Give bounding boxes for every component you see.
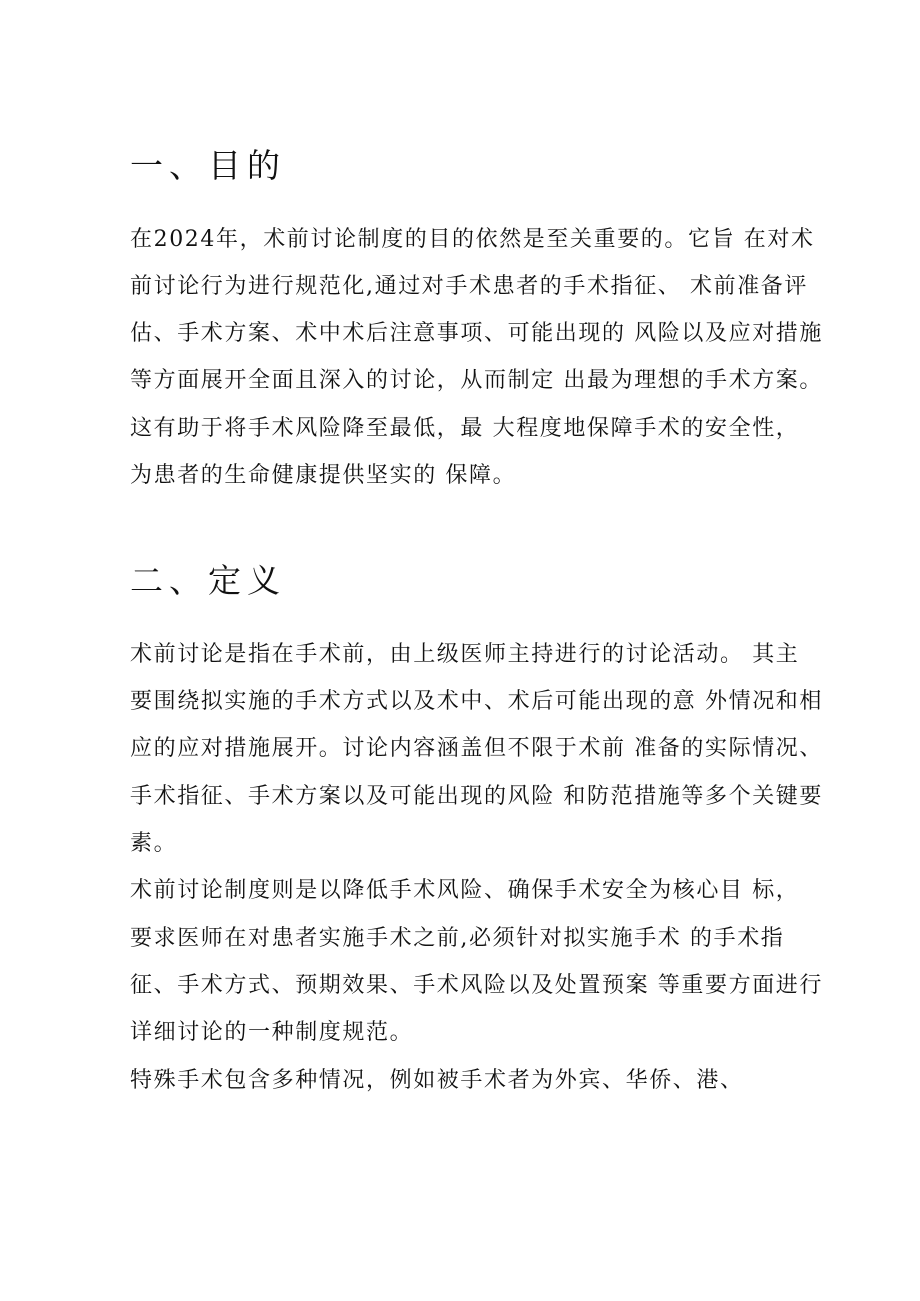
paragraph-line: 这有助于将手术风险降至最低，最 大程度地保障手术的安全性， xyxy=(130,416,800,441)
paragraph-line: 手术指征、手术方案以及可能出现的风险 和防范措施等多个关键要 xyxy=(130,784,823,809)
paragraph-line: 在2024年，术前讨论制度的目的依然是至关重要的。它旨 在对术 xyxy=(130,227,815,252)
section-heading-definition: 二、定义 xyxy=(130,561,286,600)
paragraph-line: 要求医师在对患者实施手术之前,必须针对拟实施手术 的手术指 xyxy=(130,926,785,951)
section-heading-purpose: 一、目的 xyxy=(130,146,286,185)
paragraph-line: 特殊手术包含多种情况，例如被手术者为外宾、华侨、港、 xyxy=(130,1068,744,1093)
paragraph-line: 征、手术方式、预期效果、手术风险以及处置预案 等重要方面进行 xyxy=(130,973,823,998)
paragraph-line: 应的应对措施展开。讨论内容涵盖但不限于术前 准备的实际情况、 xyxy=(130,736,823,761)
paragraph-line: 术前讨论是指在手术前，由上级医师主持进行的讨论活动。 其主 xyxy=(130,642,800,667)
paragraph-line: 前讨论行为进行规范化,通过对手术患者的手术指征、 术前准备评 xyxy=(130,274,808,299)
paragraph-line: 详细讨论的一种制度规范。 xyxy=(130,1020,414,1045)
paragraph-line: 为患者的生命健康提供坚实的 保障。 xyxy=(130,463,517,488)
paragraph-line: 估、手术方案、术中术后注意事项、可能出现的 风险以及应对措施 xyxy=(130,321,823,346)
paragraph-line: 等方面展开全面且深入的讨论，从而制定 出最为理想的手术方案。 xyxy=(130,368,823,393)
paragraph-line: 要围绕拟实施的手术方式以及术中、术后可能出现的意 外情况和相 xyxy=(130,689,823,714)
paragraph-line: 素。 xyxy=(130,831,178,856)
paragraph-line: 术前讨论制度则是以降低手术风险、确保手术安全为核心目 标， xyxy=(130,878,800,903)
